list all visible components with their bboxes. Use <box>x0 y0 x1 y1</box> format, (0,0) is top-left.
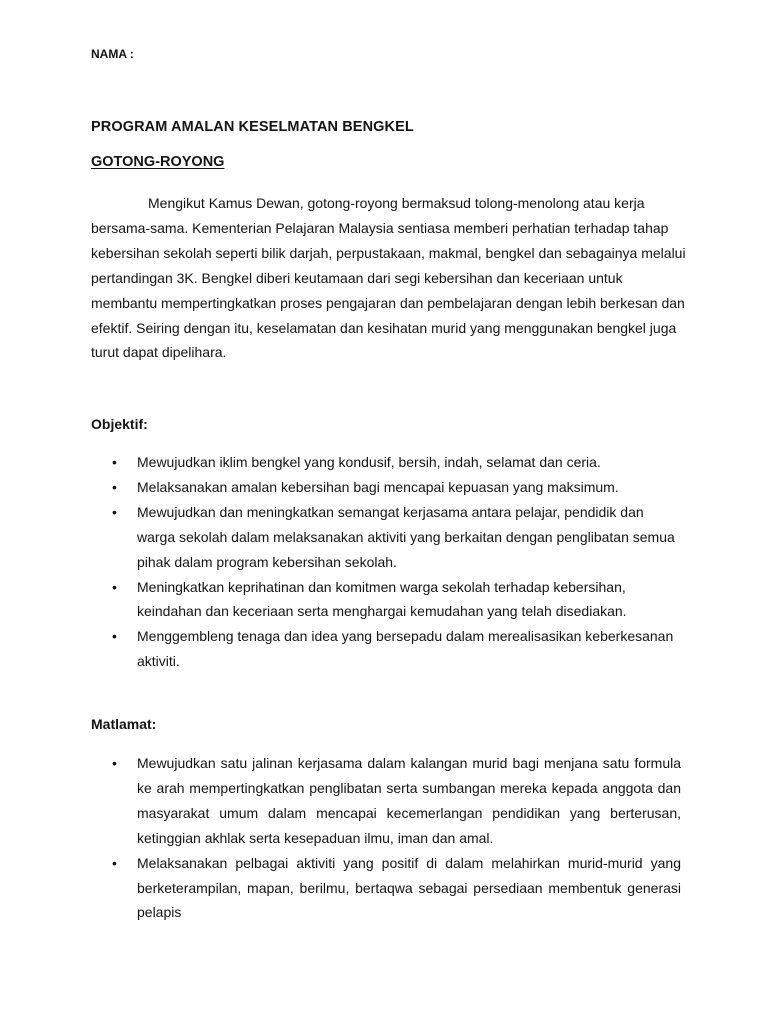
bullet-icon: • <box>112 854 117 871</box>
list-item-text: Mewujudkan iklim bengkel yang kondusif, bersih, indah, selamat dan ceria. <box>137 454 601 470</box>
list-item <box>91 500 681 575</box>
list-item <box>91 624 681 674</box>
matlamat-heading: Matlamat: <box>91 716 157 732</box>
list-item-text: Mewujudkan dan meningkatkan semangat kerjasama antara pelajar, pendidik dan warga sekolah dalam melaksanakan aktiviti yang berkaitan dengan penglibatan semua pihak dalam program kebersihan sekolah. <box>137 503 675 570</box>
list-item-text: Meningkatkan keprihatinan dan komitmen warga sekolah terhadap kebersihan, keindahan dan keceriaan serta menghargai kemudahan yang telah disediakan. <box>137 578 627 620</box>
name-field-label: NAMA : <box>91 47 134 61</box>
bullet-icon: • <box>112 454 117 470</box>
document-title: PROGRAM AMALAN KESELMATAN BENGKEL <box>91 119 414 135</box>
bullet-icon: • <box>112 628 117 645</box>
list-item-text: Mewujudkan satu jalinan kerjasama dalam kalangan murid bagi menjana satu formula ke arah mempertingkatkan penglibatan serta sumbangan mereka kepada anggota dan masyarakat umum dalam mencapai kecemerlangan pendidikan yang berterusan, ketinggian akhlak serta kesepaduan ilmu, iman dan amal. <box>137 755 681 846</box>
objektif-heading: Objektif: <box>91 416 148 432</box>
intro-paragraph: Mengikut Kamus Dewan, gotong-royong bermaksud tolong-menolong atau kerja bersama-sama. Kementerian Pelajaran Malaysia sentiasa memberi perhatian terhadap tahap kebersihan sekolah seperti bilik darjah, perpustakaan, makmal, bengkel dan sebagainya melalui pertandingan 3K. Bengkel diberi keutamaan dari segi kebersihan dan keceriaan untuk membantu mempertingkatkan proses pengajaran dan pembelajaran dengan lebih berkesan dan efektif. Seiring dengan itu, keselamatan dan kesihatan murid yang menggunakan bengkel juga turut dapat dipelihara. <box>91 195 686 361</box>
list-item-text: Melaksanakan amalan kebersihan bagi mencapai kepuasan yang maksimum. <box>137 478 619 495</box>
list-item <box>91 851 681 926</box>
section-subtitle: GOTONG-ROYONG <box>91 154 225 170</box>
list-item-text: Menggembleng tenaga dan idea yang bersepadu dalam merealisasikan keberkesanan aktiviti. <box>137 628 674 670</box>
list-item <box>91 751 681 851</box>
list-item <box>91 475 681 500</box>
bullet-icon: • <box>112 578 117 595</box>
list-item <box>91 450 681 475</box>
objektif-list <box>91 450 681 674</box>
matlamat-list <box>91 751 681 925</box>
bullet-icon: • <box>112 503 117 520</box>
bullet-icon: • <box>112 755 117 771</box>
list-item <box>91 575 681 625</box>
bullet-icon: • <box>112 478 117 495</box>
list-item-text: Melaksanakan pelbagai aktiviti yang positif di dalam melahirkan murid-murid yang berketerampilan, mapan, berilmu, bertaqwa sebagai persediaan membentuk generasi pelapis <box>137 854 681 921</box>
